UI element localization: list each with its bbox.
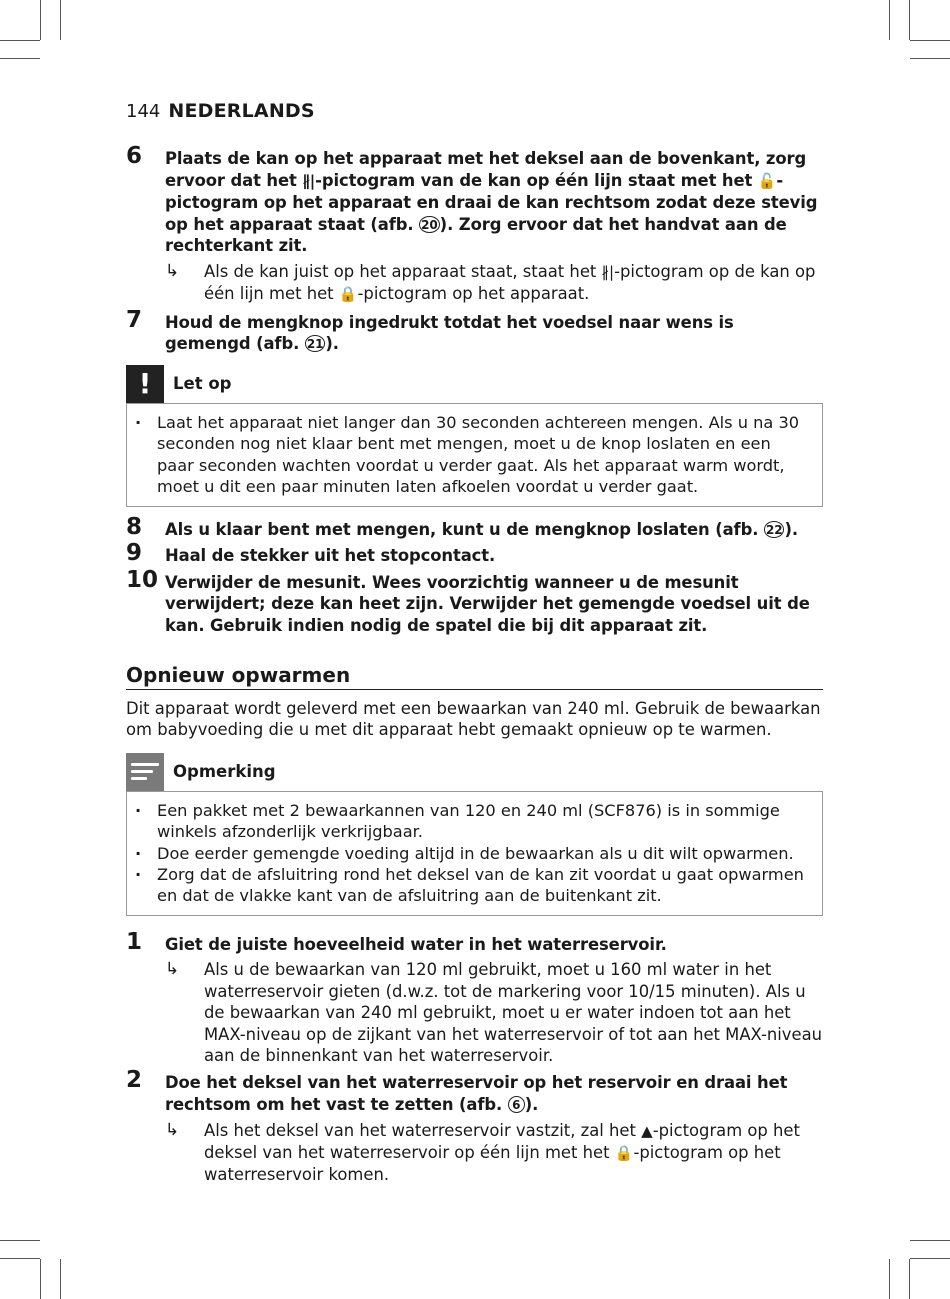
crop-mark (40, 1259, 41, 1299)
note-icon (126, 753, 164, 791)
caution-label: Let op (173, 374, 232, 394)
crop-mark (0, 1258, 40, 1259)
page-header (126, 100, 315, 122)
crop-mark (909, 1259, 910, 1299)
crop-mark (910, 1240, 950, 1241)
crop-mark (889, 1259, 890, 1299)
figure-ref: 6 (508, 1096, 525, 1113)
step-text: Als u klaar bent met mengen, kunt u de mengknop loslaten (afb. 22 ). (165, 519, 798, 539)
crop-mark (910, 58, 950, 59)
step-number: 7 (126, 306, 143, 333)
step-result: ↳ Als u de bewaarkan van 120 ml gebruikt, moet u 160 ml water in het waterreservoir gieten (d.w.z. tot de markering voor 10/15 minuten). Als u de bewaarkan van 240 ml gebruikt, moet u er water indoen tot aan het MAX-niveau op de zijkant van het waterreservoir of tot aan het MAX-niveau aan de binnenkant van het waterreservoir. (165, 959, 823, 1065)
crop-mark (0, 40, 40, 41)
caution-box (126, 403, 823, 507)
page-content (126, 143, 823, 1186)
step-number: 1 (126, 928, 143, 955)
list-item: · Doe eerder gemengde voeding altijd in de bewaarkan als u dit wilt opwarmen. (157, 843, 812, 864)
jug-marker-icon: ∦| (601, 262, 615, 281)
crop-mark (0, 58, 40, 59)
step-10 (126, 566, 823, 637)
section-intro: Dit apparaat wordt geleverd met een bewaarkan van 240 ml. Gebruik de bewaarkan om babyvoeding die u met dit apparaat hebt gemaakt opnieuw op te warmen. (126, 698, 821, 740)
step-1 (126, 928, 823, 956)
list-item: · Zorg dat de afsluitring rond het deksel van de kan zit voordat u gaat opwarmen en dat de vlakke kant van de afsluitring aan de buitenkant zit. (157, 864, 812, 907)
step-number: 8 (126, 513, 143, 540)
lock-icon: 🔒 (614, 1144, 634, 1162)
step-number: 2 (126, 1067, 143, 1094)
figure-ref: 20 (421, 217, 438, 232)
step-number: 10 (126, 566, 159, 593)
unlock-icon: 🔓 (757, 171, 777, 190)
step-9 (126, 540, 823, 567)
step-2 (126, 1067, 823, 1115)
step-result: ↳ Als de kan juist op het apparaat staat, staat het ∦|-pictogram op de kan op één lijn met het 🔒-pictogram op het apparaat. (126, 261, 823, 306)
note-box (126, 791, 823, 916)
result-arrow-icon: ↳ (165, 1119, 180, 1140)
lock-icon: 🔒 (338, 285, 358, 304)
note-label: Opmerking (173, 762, 276, 782)
list-item: · Laat het apparaat niet langer dan 30 seconden achtereen mengen. Als u na 30 seconden nog niet klaar bent met mengen, moet u de knop loslaten en een paar seconden wachten voordat u verder gaat. Als het apparaat warm wordt, moet u dit een paar minuten laten afkoelen voordat u verder gaat. (157, 412, 812, 498)
crop-mark (889, 0, 890, 40)
list-item: · Een pakket met 2 bewaarkannen van 120 en 240 ml (SCF876) is in sommige winkels afzonderlijk verkrijgbaar. (157, 800, 812, 843)
step-result: ↳ Als het deksel van het waterreservoir vastzit, zal het ▲-pictogram op het deksel van het waterreservoir op één lijn met het 🔒-pictogram op het waterreservoir komen. (165, 1119, 800, 1185)
step-number: 9 (126, 540, 143, 567)
crop-mark (0, 1240, 40, 1241)
caution-header (126, 365, 823, 403)
note-header (126, 753, 823, 791)
step-number: 6 (126, 143, 143, 169)
step-text: Doe het deksel van het waterreservoir op het reservoir en draai het rechtsom om het vast te zetten (afb. 6 ). (165, 1073, 788, 1114)
step-6 (126, 143, 823, 257)
triangle-icon: ▲ (641, 1121, 653, 1140)
step-text: Plaats de kan op het apparaat met het deksel aan de bovenkant, zorg ervoor dat het ∦|-pictogram van de kan op één lijn staat met het 🔓-pictogram op het apparaat en draai de kan rechtsom zodat deze stevig op het apparaat staat (afb. 20 ). Zorg ervoor dat het handvat aan de rechterkant zit. (165, 149, 818, 256)
step-7 (126, 306, 823, 355)
crop-mark (910, 40, 950, 41)
section-title: Opnieuw opwarmen (126, 663, 823, 690)
crop-mark (40, 0, 41, 40)
exclamation-icon: ! (126, 365, 164, 403)
language-label: NEDERLANDS (168, 100, 315, 122)
step-text: Verwijder de mesunit. Wees voorzichtig wanneer u de mesunit verwijdert; deze kan heet zijn. Verwijder het gemengde voedsel uit de kan. Gebruik indien nodig de spatel die bij dit apparaat zit. (165, 572, 810, 635)
crop-mark (60, 0, 61, 40)
result-arrow-icon: ↳ (165, 959, 180, 980)
step-text: Giet de juiste hoeveelheid water in het waterreservoir. (165, 934, 667, 954)
page-number: 144 (126, 101, 161, 122)
jug-marker-icon: ∦| (302, 171, 316, 190)
crop-mark (909, 0, 910, 40)
crop-mark (60, 1259, 61, 1299)
crop-mark (910, 1258, 950, 1259)
figure-ref: 21 (306, 337, 324, 352)
step-text: Houd de mengknop ingedrukt totdat het voedsel naar wens is gemengd (afb. 21 ). (165, 312, 734, 354)
figure-ref: 22 (765, 522, 783, 537)
step-8 (126, 513, 823, 541)
result-arrow-icon: ↳ (165, 260, 180, 281)
step-text: Haal de stekker uit het stopcontact. (165, 546, 496, 566)
